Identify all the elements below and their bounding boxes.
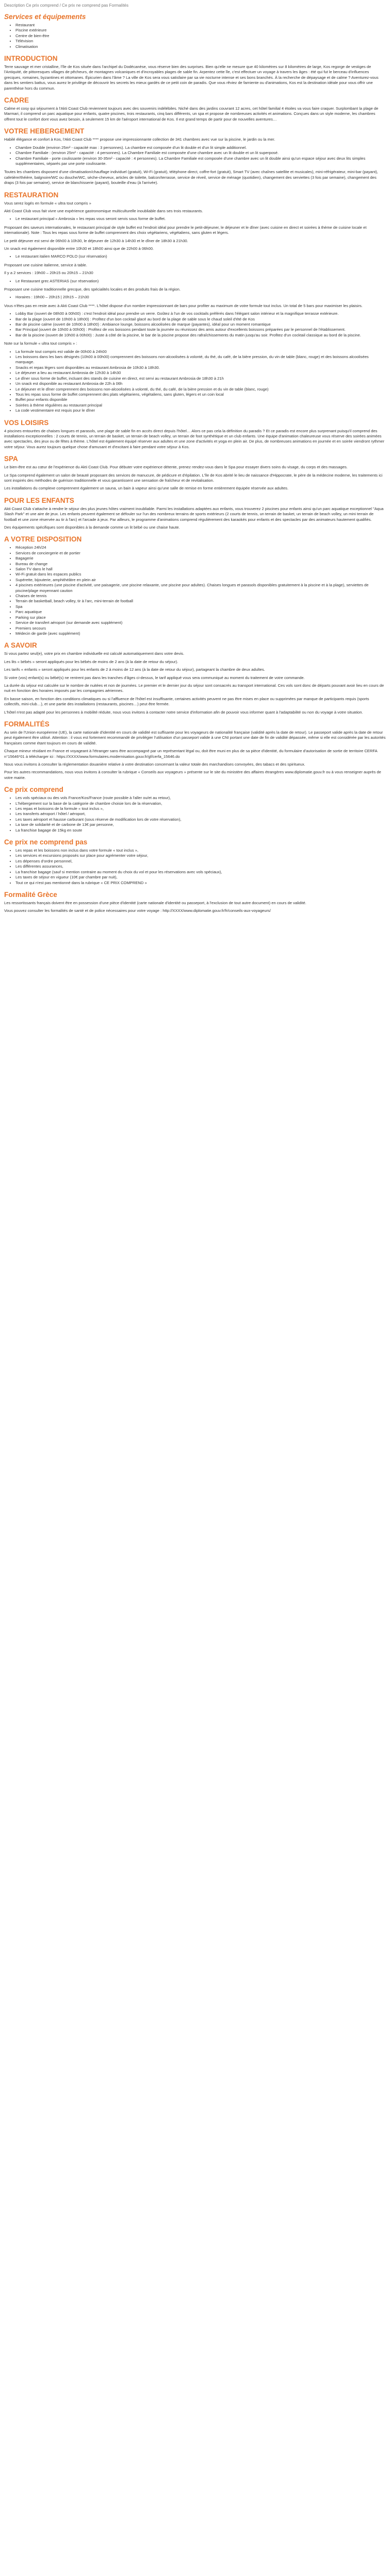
prix-comprend-title: Ce prix comprend (4, 786, 63, 794)
list-item: • Bar de piscine calme (ouvert de 10h00 à 18h00) : Ambiance lounge, boissons alcoolisées de marque (payantes), idéal pour un moment romantique (15, 322, 386, 327)
enfants-title: POUR LES ENFANTS (4, 496, 74, 504)
formalites-title: FORMALITÉS (4, 720, 50, 728)
italian-restaurant-text: Proposant une cuisine italienne, service à table. (4, 262, 87, 267)
restauration-section (4, 191, 386, 414)
list-item: • Les différentes assurances, (15, 864, 386, 869)
list-item: • Un snack est disponible au restaurant Ambrosia de 22h à 06h (15, 381, 386, 386)
list-item: • La franchise bagage de 15kg en soute (15, 828, 386, 833)
introduction-title: INTRODUCTION (4, 55, 58, 63)
italian-services-text: Il y a 2 services : 19h00 – 20h15 ou 20h15 – 21h30 (4, 270, 93, 276)
list-item: • Bagagerie (15, 556, 386, 561)
restauration-formula: Vous serez logés en formule « ultra tout compris » (4, 200, 91, 206)
services-title: Services et équipements (4, 13, 86, 21)
savoir-text-1: Si vous partez seul(e), votre prix en chambre individuelle est calculé automatiquement dans votre devis. (4, 651, 185, 656)
restauration-intro: Akti Coast Club vous fait vivre une expérience gastronomique multiculturelle inoubliable dans ses trois restaurants. (4, 208, 203, 213)
formalites-text-2: Chaque mineur résidant en France et voyageant à l'étranger sans être accompagné par un représentant légal ou, doit être muni en plus de sa pièce d'identité, du formulaire d'autorisation de sortie de territoire CERFA n°15646*01 à télécharger ici : https://XXXX/www.formulaires.modernisation.gouv.fr/gf/cerfa_15646.do (4, 749, 378, 759)
list-item: • Parc aquatique (15, 609, 386, 615)
list-item: • Restaurant (15, 23, 386, 28)
list-item: • Télévision (15, 39, 386, 44)
list-item: • La formule tout compris est valide de 00h00 à 24h00 (15, 349, 386, 354)
spa-text-1: Le bien-être est au cœur de l'expérience du Akti Coast Club. Pour débuter votre expérience détente, prenez rendez-vous dans le Spa pour essayer divers soins du visage, du corps et des massages. (4, 465, 348, 470)
formalite-grece-text-1: Les ressortissants français doivent être en possession d'une pièce d'identité (carte nationale d'identité ou passeport, à l'exclusion de tout autre document) en cours de validité. (4, 900, 306, 905)
list-item: • Bar de la piscine (ouvert de 10h00 à 00h00) : Juste à côté de la piscine, le bar de la piscine propose des rafraîchissements du matin jusqu'au soir. Profitez d'un cocktail classique au bord de la piscine. (15, 333, 386, 338)
list-item: • Chaises de tennis (15, 594, 386, 599)
prix-ne-comprend-section (4, 838, 386, 886)
spa-text-3: Les installations du complexe comprennent également un sauna, un bain à vapeur ainsi qu'une salle de remise en forme entièrement équipée réservée aux adultes. (4, 486, 289, 491)
list-item: • Les transferts aéroport / hôtel / aéroport, (15, 811, 386, 817)
formalite-grece-title: Formalité Grèce (4, 890, 57, 899)
cadre-title: CADRE (4, 96, 29, 105)
main-restaurant-text: Proposant des saveurs internationales, le restaurant principal de style buffet est l'endroit idéal pour prendre le petit-déjeuner, le déjeuner et le dîner (avec cuisine en direct et soirées à thème de cuisine locale et internationale). Note : Tous les repas sous forme de buffet comprennent des choix végétariens, végétaliens, sans gluten et légers. (4, 225, 367, 235)
list-item: • Le dîner sous forme de buffet, incluant des stands de cuisine en direct, est servi au restaurant Ambrosia de 18h30 à 21h (15, 376, 386, 381)
list-item: • Le restaurant italien MARCO POLO (sur réservation) (15, 254, 386, 259)
list-item: • Bureau de change (15, 562, 386, 567)
hebergement-title: VOTRE HEBERGEMENT (4, 127, 85, 135)
list-item: • Climatisation (15, 44, 386, 49)
greek-restaurant-list (4, 279, 386, 284)
prix-comprend-list (4, 795, 386, 833)
list-item: • Les vols spéciaux ou des vols France/Kos/France (route possible à l'aller ou/et au retour), (15, 795, 386, 801)
formula-note-list (4, 349, 386, 414)
list-item: • Les dépenses d'ordre personnel, (15, 859, 386, 864)
enfants-section (4, 497, 386, 531)
list-item: • Les services et excursions proposés sur place pour agrémenter votre séjour, (15, 853, 386, 858)
services-section (4, 13, 386, 49)
introduction-text: Terre sauvage et mer cristalline, l'île de Kos située dans l'archipel du Dodécanèse, vous réserve bien des surprises. Bien qu'elle ne mesure que 40 kilomètres sur 8 kilomètres de large, Kos regorge de vestiges de l'Antiquité, de pittoresques villages de pêcheurs, de montagnes volcaniques et d'incroyables plages de sable fin. Arpentez cette île, c'est effectuer un voyage à travers les âges : été qui fut le berceau d'influences grecques, romaines, byzantines et ottomanes. Épicurien dans l'âme ? La ville de Kos sera vous satisfaire par sa vie nocturne intense et ses bons branchés. À la recherche de dépaysage et de calme ? Aventurez-vous dans les sentiers battus, vous aurez le privilège de découvrir les secrets les mieux gardés de ce petit coin de paradis. Que vous rêviez de farniente ou d'animations, Kos est la destination idéale pour vous offrir une parenthèse hors du commun. (4, 64, 379, 91)
list-item: • Le restaurant principal « Ambrosia » les repas vous seront servis sous forme de buffet. (15, 216, 386, 222)
disposition-section (4, 535, 386, 636)
meal-hours-text: Le petit déjeuner est servi de 06h00 à 10h30, le déjeuner de 12h30 à 14h30 et le dîner de 18h30 à 21h30. (4, 238, 188, 243)
cadre-section (4, 96, 386, 122)
restauration-title: RESTAURATION (4, 191, 59, 199)
list-item: • 4 piscines extérieures (une piscine d'activité, une paisagerie, une piscine relaxante, une piscine pour adultes). Chaises longues et parasols disponibles gratuitement à la piscine et à la plage), serviettes de piscine/plage moyennant caution (15, 583, 386, 594)
list-item: • Bar Principal (ouvert de 10h00 à 00h00) : Profitez de vos boissons pendant toute la journée ou réunissez des amis autour d'excellents boissons préparées par le personnel de l'établissement. (15, 327, 386, 332)
prix-ne-comprend-title: Ce prix ne comprend pas (4, 838, 88, 846)
list-item: • Les taxes aéroport et hausse carburant (sous réserve de modification lors de votre réservation), (15, 817, 386, 822)
list-item: • Premiers secours (15, 626, 386, 631)
list-item: • Chambre Familiale - porte coulissante (environ 30-35m² - capacité : 4 personnes). La Chambre Familiale est composée d'une chambre avec un lit double ainsi qu'un espace séjour avec deux lits simples supplémentaires, séparés par une porte coulissante. (15, 156, 386, 167)
list-item: • Buffet pour enfants disponible (15, 397, 386, 402)
list-item: • Lobby Bar (ouvert de 08h00 à 00h00) : c'est l'endroit idéal pour prendre un verre. Goûtez à l'un de vos cocktails préférés dans l'élégant salon intérieur et la magnifique terrasse extérieure. (15, 311, 386, 316)
list-item: • Bar de la plage (ouvert de 10h00 à 18h00) : Profitez d'un bon cocktail glacé au bord de la plage de sable sous le chaud soleil d'été de Kos (15, 317, 386, 322)
list-item: • Chambre Familiale : (environ 25m² - capacité : 4 personnes). La Chambre Familiale est composée d'une chambre avec un lit double et un lit superposé. (15, 150, 386, 156)
greek-restaurant-text: Proposant une cuisine traditionnelle grecque, des spécialités locales et des produits frais de la région. (4, 287, 181, 292)
disposition-list (4, 545, 386, 636)
list-item: • La franchise bagage (sauf si mention contraire au moment du choix du vol et pour les réservations avec vols spéciaux), (15, 870, 386, 875)
savoir-text-3: Les tarifs « enfants » seront appliqués pour les enfants de 2 à moins de 12 ans (à la date de retour du séjour), partageant la chambre de deux adultes. (4, 667, 265, 672)
loisirs-section (4, 419, 386, 450)
list-item: • La taxe de solidarité et de carbone de 13€ par personne, (15, 822, 386, 827)
list-item: • Supérette, bijouterie, amphithéâtre en plein air (15, 578, 386, 583)
savoir-section (4, 641, 386, 715)
bars-intro: Vous n'êtes pas en reste avec à Akti Coast Club ****. L'hôtel dispose d'un nombre impressionnant de bars pour profiter au maximum de votre formule tout inclus. Un total de 5 bars pour maximiser les plaisirs. (4, 303, 363, 308)
prix-ne-comprend-list (4, 848, 386, 886)
list-item: • Wi-Fi gratuit dans les espaces publics (15, 572, 386, 577)
list-item: • Horaires : 19h00 – 20h15 | 20h15 – 21h30 (15, 295, 386, 300)
snack-hours-text: Un snack est également disponible entre 10h30 et 18h00 ainsi que de 22h00 à 06h00. (4, 246, 154, 251)
room-types-list (4, 145, 386, 167)
disposition-title: A VOTRE DISPOSITION (4, 535, 82, 544)
main-restaurant-list (4, 216, 386, 222)
savoir-text-6: En basse saison, en fonction des conditions climatiques ou si l'affluence de l'hôtel est insuffisante, certaines activités peuvent ne pas être mises en place ou supprimées par manque de participants requis (sports collectifs, mini-club…), et une partie des installations (restaurants, piscines…) peut être fermée. (4, 696, 369, 707)
greek-hours-list (4, 295, 386, 300)
list-item: • Chambre Double (environ 25m² - capacité max : 3 personnes). La chambre est composée d'un lit double et d'un lit simple additionnel. (15, 145, 386, 150)
savoir-text-2: Les lits « bébés » seront appliqués pour les bébés de moins de 2 ans (à la date de retour du séjour). (4, 659, 178, 664)
list-item: • Tout ce qui n'est pas mentionné dans la rubrique « CE PRIX COMPREND » (15, 880, 386, 886)
savoir-text-4: Si votre (vos) enfant(s) ou bébé(s) ne rentrent pas dans les tranches d'âges ci-dessus, le tarif appliqué vous sera communiqué au moment du traitement de votre commande. (4, 675, 305, 680)
formalites-text-3: Nous vous invitons à consulter la réglementation douanière relative à votre destination concernant la valeur totale des marchandises convoyées, des tabacs et des spiritueux. (4, 762, 305, 767)
formalites-text-1: Au sein de l'Union européenne (UE), la carte nationale d'identité en cours de validité est suffisante pour les voyageurs de nationalité française (validité après la date de retour). Le passeport valide après la date de retour peut également être utilisé. Attention : il vous est fortement recommandé de privilégier l'utilisation d'un passeport valide à une CNI portant une date de fin de validité dépassée, même si elle est considérée par les autorités françaises comme étant toujours en cours de validité. (4, 730, 386, 745)
list-item: • Spa (15, 604, 386, 609)
enfants-text-2: Des équipements spécifiques sont disponibles à la demande comme un lit bébé ou une chaise haute. (4, 525, 180, 530)
services-list (4, 23, 386, 49)
introduction-section (4, 55, 386, 91)
page (0, 0, 391, 924)
spa-text-2: Le Spa comprend également un salon de beauté proposant des services de manucure, de pédicure et d'épilation. L'île de Kos abrité le lieu de naissance d'Hippocrate, le père de la médecine moderne, les traitements ici sont inspirés des méthodes de guérison traditionnelle et vous garantissent une sensation de fraîcheur et de revitalisation. (4, 472, 383, 483)
room-equipment-text: Toutes les chambres disposent d'une climatisation/chauffage individuel (gratuit), Wi-Fi (gratuit), téléphone direct, coffre-fort (gratuit), Smart TV (avec chaînes satellite et musicales), mini-réfrigérateur, mini-bar (payant), cafetière/théière, balgnoire/WC ou douche/WC, sèche-cheveux, articles de toilette, balcon/terrasse, service de réveil, service de ménage (quotidien), changement des serviettes (3 fois par semaine), changement des draps (3 fois par semaine), service de blanchisserie (payant), bouteille d'eau (à l'arrivée). (4, 170, 378, 185)
spa-section (4, 455, 386, 492)
savoir-title: A SAVOIR (4, 641, 37, 650)
list-item: • Les taxes de séjour en vigueur (10€ par chambre par nuit), (15, 875, 386, 880)
prix-comprend-section (4, 786, 386, 833)
loisirs-text: 4 piscines entourées de chaises longues et parasols, une plage de sable fin en accès direct depuis l'hôtel… Alors ce pas cela la définition du paradis ? Et ce paradis est encore plus surprenant puisqu'il comprend des installations exceptionnelles : 2 courts de tennis, un terrain de basket, un terrain de beach volley, un terrain de foot synthétique et un club enfants. Une équipe d'animation chaleureuse vous réserve des soirées animées avec spectacles, des jeux ou de fêtes à thème. L'hôtel est également équipé réserver aux adultes et une zone d'activités et yoga en plein air. De plus, de nombreuses animations en journée et en soirée viendront rythmer votre séjour. Vous aurez toujours quelque chose d'amusant et d'excitant à faire pendant votre séjour à Kos. (4, 428, 384, 449)
hebergement-section (4, 127, 386, 185)
hebergement-intro: Habilé élégance et confort à Kos, l'Akti Coast Club **** propose une impressionnante collection de 341 chambres avec vue sur la piscine, le jardin ou la mer. (4, 137, 275, 142)
list-item: • Tous les repas sous forme de buffet comprennent des plats végétariens, végétaliens, sans gluten, légers et un coin local (15, 392, 386, 397)
list-item: • Parking sur place (15, 615, 386, 620)
formalites-section (4, 720, 386, 781)
list-item: • Piscine extérieure (15, 28, 386, 33)
list-item: • La code vestimentaire est requis pour le dîner (15, 408, 386, 413)
breadcrumb[interactable]: Description Ce prix comprend / Ce prix ne comprend pas Formalités (4, 3, 128, 8)
list-item: • Le déjeuner a lieu au restaurant Ambrosia de 12h30 à 14h30 (15, 370, 386, 376)
bars-list (4, 311, 386, 338)
list-item: • L'hébergement sur la base de la catégorie de chambre choisie lors de la réservation, (15, 801, 386, 806)
list-item: • Les repas et les boissons non inclus dans votre formule « tout inclus », (15, 848, 386, 853)
savoir-text-7: L'hôtel n'est pas adapté pour les personnes à mobilité réduite, nous vous invitons à contacter notre service d'information afin de pouvoir vous informer quant à l'adaptabilité ou non du voyage à votre situation. (4, 709, 363, 715)
list-item: • Réception 24h/24 (15, 545, 386, 550)
formalite-grece-section (4, 891, 386, 914)
list-item: • Les repas et boissons de la formule « tout inclus », (15, 806, 386, 811)
list-item: • Médecin de garde (avec supplément) (15, 631, 386, 636)
list-item: • Le Restaurant grec ASTERIAS (sur réservation) (15, 279, 386, 284)
spa-title: SPA (4, 455, 18, 463)
list-item: • Snacks et repas légers sont disponibles au restaurant Ambrosia de 10h30 à 18h30. (15, 365, 386, 370)
enfants-text-1: Akti Coast Club s'attache à rendre le séjour des plus jeunes hôtes vraiment inoubliable. Parmi les installations adaptées aux enfants, vous trouverez 2 piscines pour enfants ainsi qu'un parc aquatique exceptionnel "Aqua Slash Park" et une aire de jeux. Les enfants peuvent également se défouler sur l'un des nombreux terrains de sports extérieurs (2 courts de tennis, un terrain de basket, un terrain de beach volley, un mini terrain de football et une zone réservée au tir à l'arc) et l'arcade à jeux. Par ailleurs, le programme d'animations comprend régulièrement des karaokés pour enfants et des spectacles par des animateurs hautement qualifiés. (4, 506, 384, 522)
formalite-grece-text-2: Vous pouvez consulter les formalités de santé et de police nécessaires pour votre voyage : http://XXXX/www.diplomatie.gouv.fr/fr/conseils-aux-voyageurs/ (4, 908, 271, 913)
italian-restaurant-list (4, 254, 386, 259)
formula-note-title: Note sur la formule « ultra tout compris » : (4, 341, 77, 346)
list-item: • Terrain de basketball, beach volley, tir à l'arc, mini-terrain de football (15, 599, 386, 604)
savoir-text-5: La durée du séjour est calculée sur le nombre de nuitées et non de journées. Le premier et le dernier jour du séjour sont consacrés au transport international. Ces vols sont donc de départs pouvant avoir lieu en cours de nuit en fonction des horaires imposés par les compagnies aériennes. (4, 683, 384, 693)
loisirs-title: VOS LOISIRS (4, 418, 49, 427)
list-item: • Soirées à thème régulières au restaurant principal (15, 403, 386, 408)
list-item: • Les boissons dans les bars désignés (10h00 à 00h00) comprennent des boissons non-alcoolisées à volonté, du thé, du café, de la bière pression, du vin de table (blanc, rouge) et des boissons alcoolisées marquage. (15, 354, 386, 365)
list-item: • Salon TV dans le hall (15, 567, 386, 572)
list-item: • Centre de bien-être (15, 33, 386, 39)
formalites-text-4: Pour les autres recommandations, nous vous invitons à consulter la rubrique « Conseils aux voyageurs » présente sur le site du ministère des affaires étrangères www.diplomatie.gouv.fr ou à vous renseigner auprès de votre mairie. (4, 770, 381, 780)
cadre-text: Calme et cosy qui séjournent à l'Akti Coast Club reviennent toujours avec des souvenirs indélébiles. Niché dans des jardins couvrant 12 acres, cet hôtel familial 4 étoiles va vous faire craquer. Surplombant la plage de Marmari, il comprend un parc aquatique pour enfants, quatre piscines, trois restaurants, cinq bars différents, un spa et propose de nombreuses activités et animations. Conçues dans un style moderne, les chambres offrent tout le confort dont vous avez besoin, à seulement 15 km de l'aéroport international de Kos. Il est grand temps de partir pour de nouvelles aventures… (4, 106, 379, 122)
list-item: • Service de transfert aéroport (sur demande avec supplément) (15, 620, 386, 625)
list-item: • Services de conciergerie et de portier (15, 551, 386, 556)
list-item: • Le déjeuner et le dîner comprennent des boissons non-alcoolisées à volonté, du thé, du café, de la bière pression et du vin de table (blanc, rouge) (15, 387, 386, 392)
